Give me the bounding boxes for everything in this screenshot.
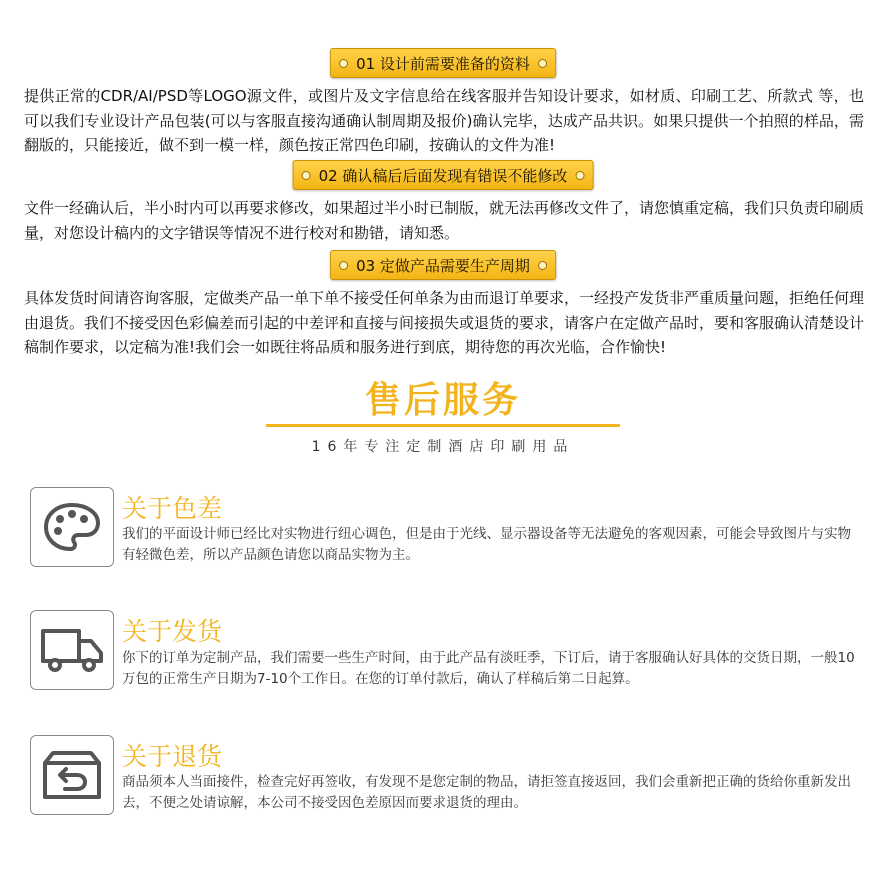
info-title-delivery: 关于发货 — [122, 617, 223, 646]
delivery-truck-icon — [39, 625, 105, 675]
bullet-dot-icon — [302, 171, 311, 180]
info-text-color: 我们的平面设计师已经比对实物进行纽心调色，但是由于光线、显示器设备等无法避免的客观因素，可能会导致图片与实物有轻微色差，所以产品颜色请您以商品实物为主。 — [122, 526, 851, 563]
info-text-return: 商品须本人当面接件，检查完好再签收，有发现不是您定制的物品，请拒签直接返回，我们会重新把正确的货给你重新发出去，不便之处请谅解，本公司不接受因色差原因而要求退货的理由。 — [122, 774, 851, 811]
title-divider — [266, 424, 620, 427]
section-heading-text: 01 设计前需要准备的资料 — [356, 54, 530, 73]
section-heading-materials — [330, 48, 556, 78]
info-text-delivery: 你下的订单为定制产品，我们需要一些生产时间，由于此产品有淡旺季，下订后，请于客服确认好具体的交货日期，一般10万包的正常生产日期为7-10个工作日。在您的订单付款后，确认了样稿后第二日起算。 — [122, 650, 855, 687]
palette-icon — [42, 501, 102, 553]
info-title-return: 关于退货 — [122, 742, 223, 771]
section-heading-confirmation — [293, 160, 594, 190]
return-box-icon — [41, 749, 103, 801]
return-icon-box — [30, 735, 114, 815]
bullet-dot-icon — [339, 59, 348, 68]
section-heading-production — [330, 250, 556, 280]
section-heading-text: 03 定做产品需要生产周期 — [356, 256, 530, 275]
section-text-materials: 提供正常的CDR/AI/PSD等LOGO源文件，或图片及文字信息给在线客服并告知设计要求，如材质、印刷工艺、所款式 等，也可以我们专业设计产品包装(可以与客服直接沟通确认制周期及报价)确认完毕，达成产品共识。如果只提供一个拍照的样品，需翻版的，只能接近，做不到一模一样，颜色按正常四色印刷，按确认的文件为准! — [24, 87, 864, 154]
truck-icon-box — [30, 610, 114, 690]
bullet-dot-icon — [538, 59, 547, 68]
bullet-dot-icon — [538, 261, 547, 270]
bullet-dot-icon — [575, 171, 584, 180]
section-heading-text: 02 确认稿后后面发现有错误不能修改 — [318, 166, 568, 185]
palette-icon-box — [30, 487, 114, 567]
after-sales-subtitle: 16年专注定制酒店印刷用品 — [311, 439, 575, 455]
info-title-color: 关于色差 — [122, 494, 223, 523]
section-text-confirmation: 文件一经确认后，半小时内可以再要求修改，如果超过半小时已制版，就无法再修改文件了，请您慎重定稿，我们只负责印刷质量，对您设计稿内的文字错误等情况不进行校对和勘错，请知悉。 — [24, 199, 865, 242]
after-sales-title: 售后服务 — [364, 380, 521, 421]
bullet-dot-icon — [339, 261, 348, 270]
section-text-production: 具体发货时间请咨询客服，定做类产品一单下单不接受任何单条为由而退订单要求，一经投产发货非严重质量问题，拒绝任何理由退货。我们不接受因色彩偏差而引起的中差评和直接与间接损失或退货的要求，请客户在定做产品时，要和客服确认清楚设计稿制作要求，以定稿为准!我们会一如既往将品质和服务进行到底，期待您的再次光临，合作愉快! — [24, 289, 865, 356]
